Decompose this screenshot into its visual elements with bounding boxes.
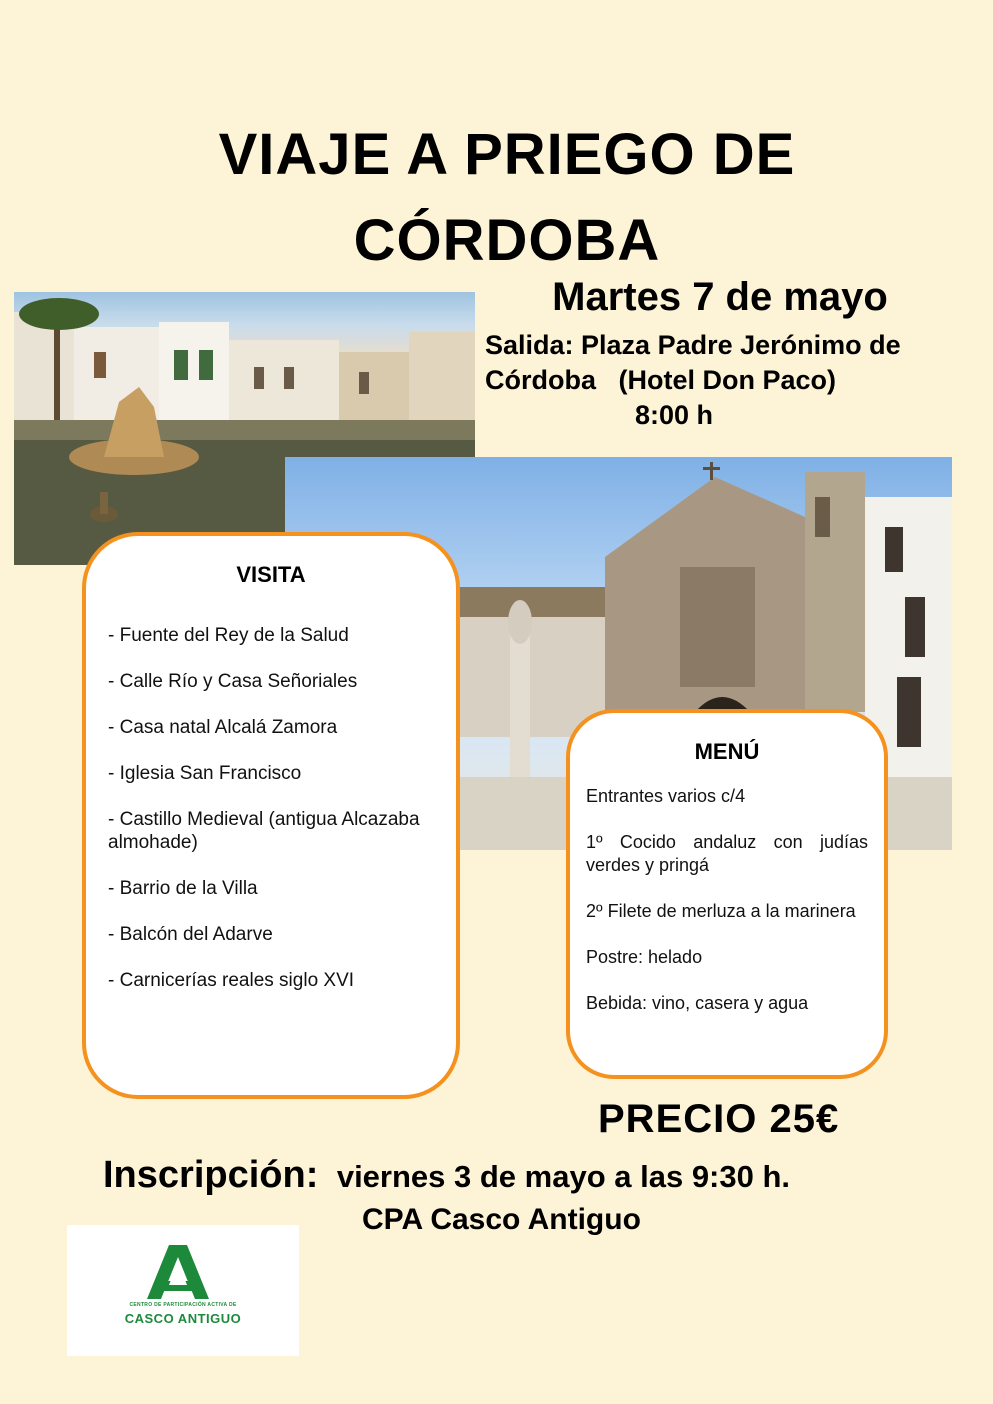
departure-info: [485, 328, 955, 433]
menu-box: [566, 709, 888, 1079]
registration-place: CPA Casco Antiguo: [362, 1203, 641, 1236]
visit-item: - Carnicerías reales siglo XVI: [108, 970, 355, 991]
menu-item: 1º Cocido andaluz con judías verdes y pringá: [586, 832, 868, 875]
logo-a-icon: [147, 1245, 209, 1299]
menu-item: Bebida: vino, casera y agua: [586, 993, 809, 1013]
departure-line-2: Córdoba (Hotel Don Paco): [485, 365, 836, 395]
visit-item: - Iglesia San Francisco: [108, 763, 302, 784]
visit-box: [82, 532, 460, 1099]
registration-info: [103, 1154, 790, 1197]
visit-item: - Castillo Medieval (antigua Alcazaba almohade): [108, 809, 420, 853]
title-line-1: VIAJE A PRIEGO DE: [218, 122, 796, 187]
departure-time: 8:00 h: [635, 400, 714, 430]
menu-heading: MENÚ: [694, 739, 760, 764]
price: PRECIO 25€: [598, 1097, 840, 1141]
visit-item: - Calle Río y Casa Señoriales: [108, 671, 358, 692]
registration-date: viernes 3 de mayo a las 9:30 h.: [336, 1159, 791, 1194]
menu-item: Postre: helado: [586, 947, 703, 967]
menu-item: 2º Filete de merluza a la marinera: [586, 901, 856, 921]
visit-item: - Fuente del Rey de la Salud: [108, 625, 349, 646]
trip-date: Martes 7 de mayo: [552, 275, 888, 319]
menu-item: Entrantes varios c/4: [586, 786, 746, 806]
title-line-2: CÓRDOBA: [353, 208, 661, 273]
visit-list: [108, 624, 434, 992]
menu-list: [586, 785, 868, 1015]
logo-small-text: CENTRO DE PARTICIPACIÓN ACTIVA DE: [129, 1302, 237, 1308]
poster-title: [0, 112, 993, 284]
visit-heading: VISITA: [236, 562, 306, 587]
registration-label: Inscripción:: [103, 1154, 319, 1196]
visit-item: - Balcón del Adarve: [108, 924, 273, 945]
visit-item: - Casa natal Alcalá Zamora: [108, 717, 338, 738]
cpa-logo: [67, 1225, 299, 1356]
logo-name: CASCO ANTIGUO: [124, 1311, 242, 1326]
departure-line-1: Salida: Plaza Padre Jerónimo de: [485, 330, 901, 360]
visit-item: - Barrio de la Villa: [108, 878, 258, 899]
